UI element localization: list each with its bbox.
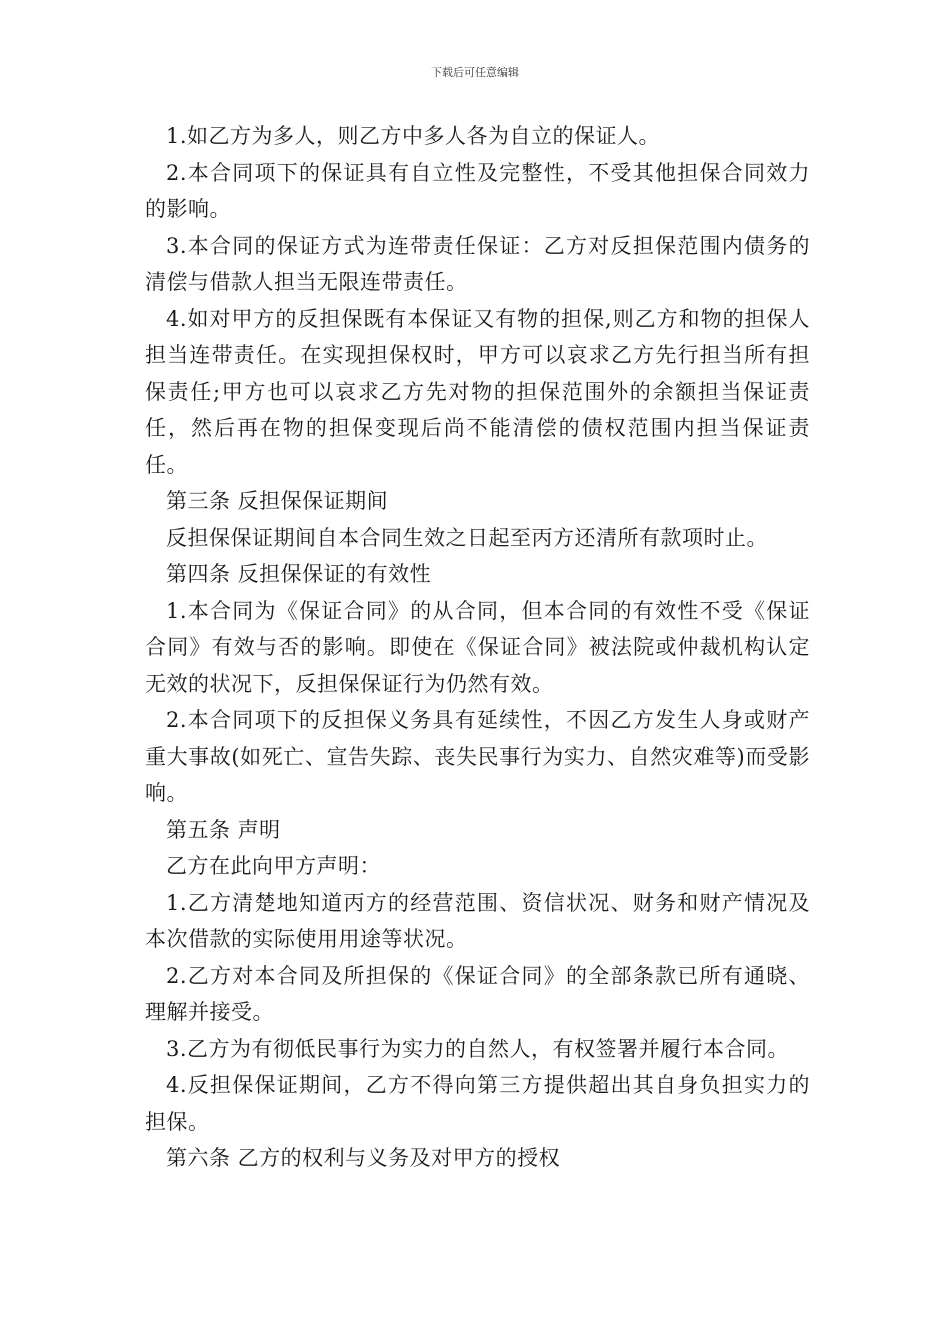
clause-paragraph: 乙方在此向甲方声明： xyxy=(166,854,381,878)
clause-paragraph: 1.如乙方为多人，则乙方中多人各为自立的保证人。 xyxy=(166,124,661,148)
article-heading: 第三条 反担保保证期间 xyxy=(166,489,389,513)
clause-paragraph: 2.本合同项下的保证具有自立性及完整性，不受其他担保合同效力的影响。 xyxy=(145,160,810,221)
document-body xyxy=(145,118,810,1177)
article-heading: 第五条 声明 xyxy=(166,817,281,842)
clause-paragraph: 3.乙方为有彻低民事行为实力的自然人，有权签署并履行本合同。 xyxy=(166,1036,790,1061)
clause-paragraph: 3.本合同的保证方式为连带责任保证：乙方对反担保范围内债务的清偿与借款人担当无限连带责任。 xyxy=(145,233,810,294)
clause-paragraph: 2.乙方对本合同及所担保的《保证合同》的全部条款已所有通晓、理解并接受。 xyxy=(145,963,810,1024)
article-heading: 第六条 乙方的权利与义务及对甲方的授权 xyxy=(166,1146,561,1170)
clause-paragraph: 1.本合同为《保证合同》的从合同，但本合同的有效性不受《保证合同》有效与否的影响。即使在《保证合同》被法院或仲裁机构认定无效的状况下，反担保保证行为仍然有效。 xyxy=(145,598,810,696)
clause-paragraph: 4.如对甲方的反担保既有本保证又有物的担保,则乙方和物的担保人担当连带责任。在实现担保权时，甲方可以哀求乙方先行担当所有担保责任;甲方也可以哀求乙方先对物的担保范围外的余额担当保证责任，然后再在物的担保变现后尚不能清偿的债权范围内担当保证责任。 xyxy=(145,306,810,477)
clause-paragraph: 反担保保证期间自本合同生效之日起至丙方还清所有款项时止。 xyxy=(166,525,768,550)
page-header: 下载后可任意编辑 xyxy=(431,66,519,79)
clause-paragraph: 1.乙方清楚地知道丙方的经营范围、资信状况、财务和财产情况及本次借款的实际使用用途等状况。 xyxy=(145,890,810,951)
clause-paragraph: 4.反担保保证期间，乙方不得向第三方提供超出其自身负担实力的担保。 xyxy=(145,1073,810,1134)
clause-paragraph: 2.本合同项下的反担保义务具有延续性，不因乙方发生人身或财产重大事故(如死亡、宣告失踪、丧失民事行为实力、自然灾难等)而受影响。 xyxy=(145,708,810,805)
article-heading: 第四条 反担保保证的有效性 xyxy=(166,562,432,586)
